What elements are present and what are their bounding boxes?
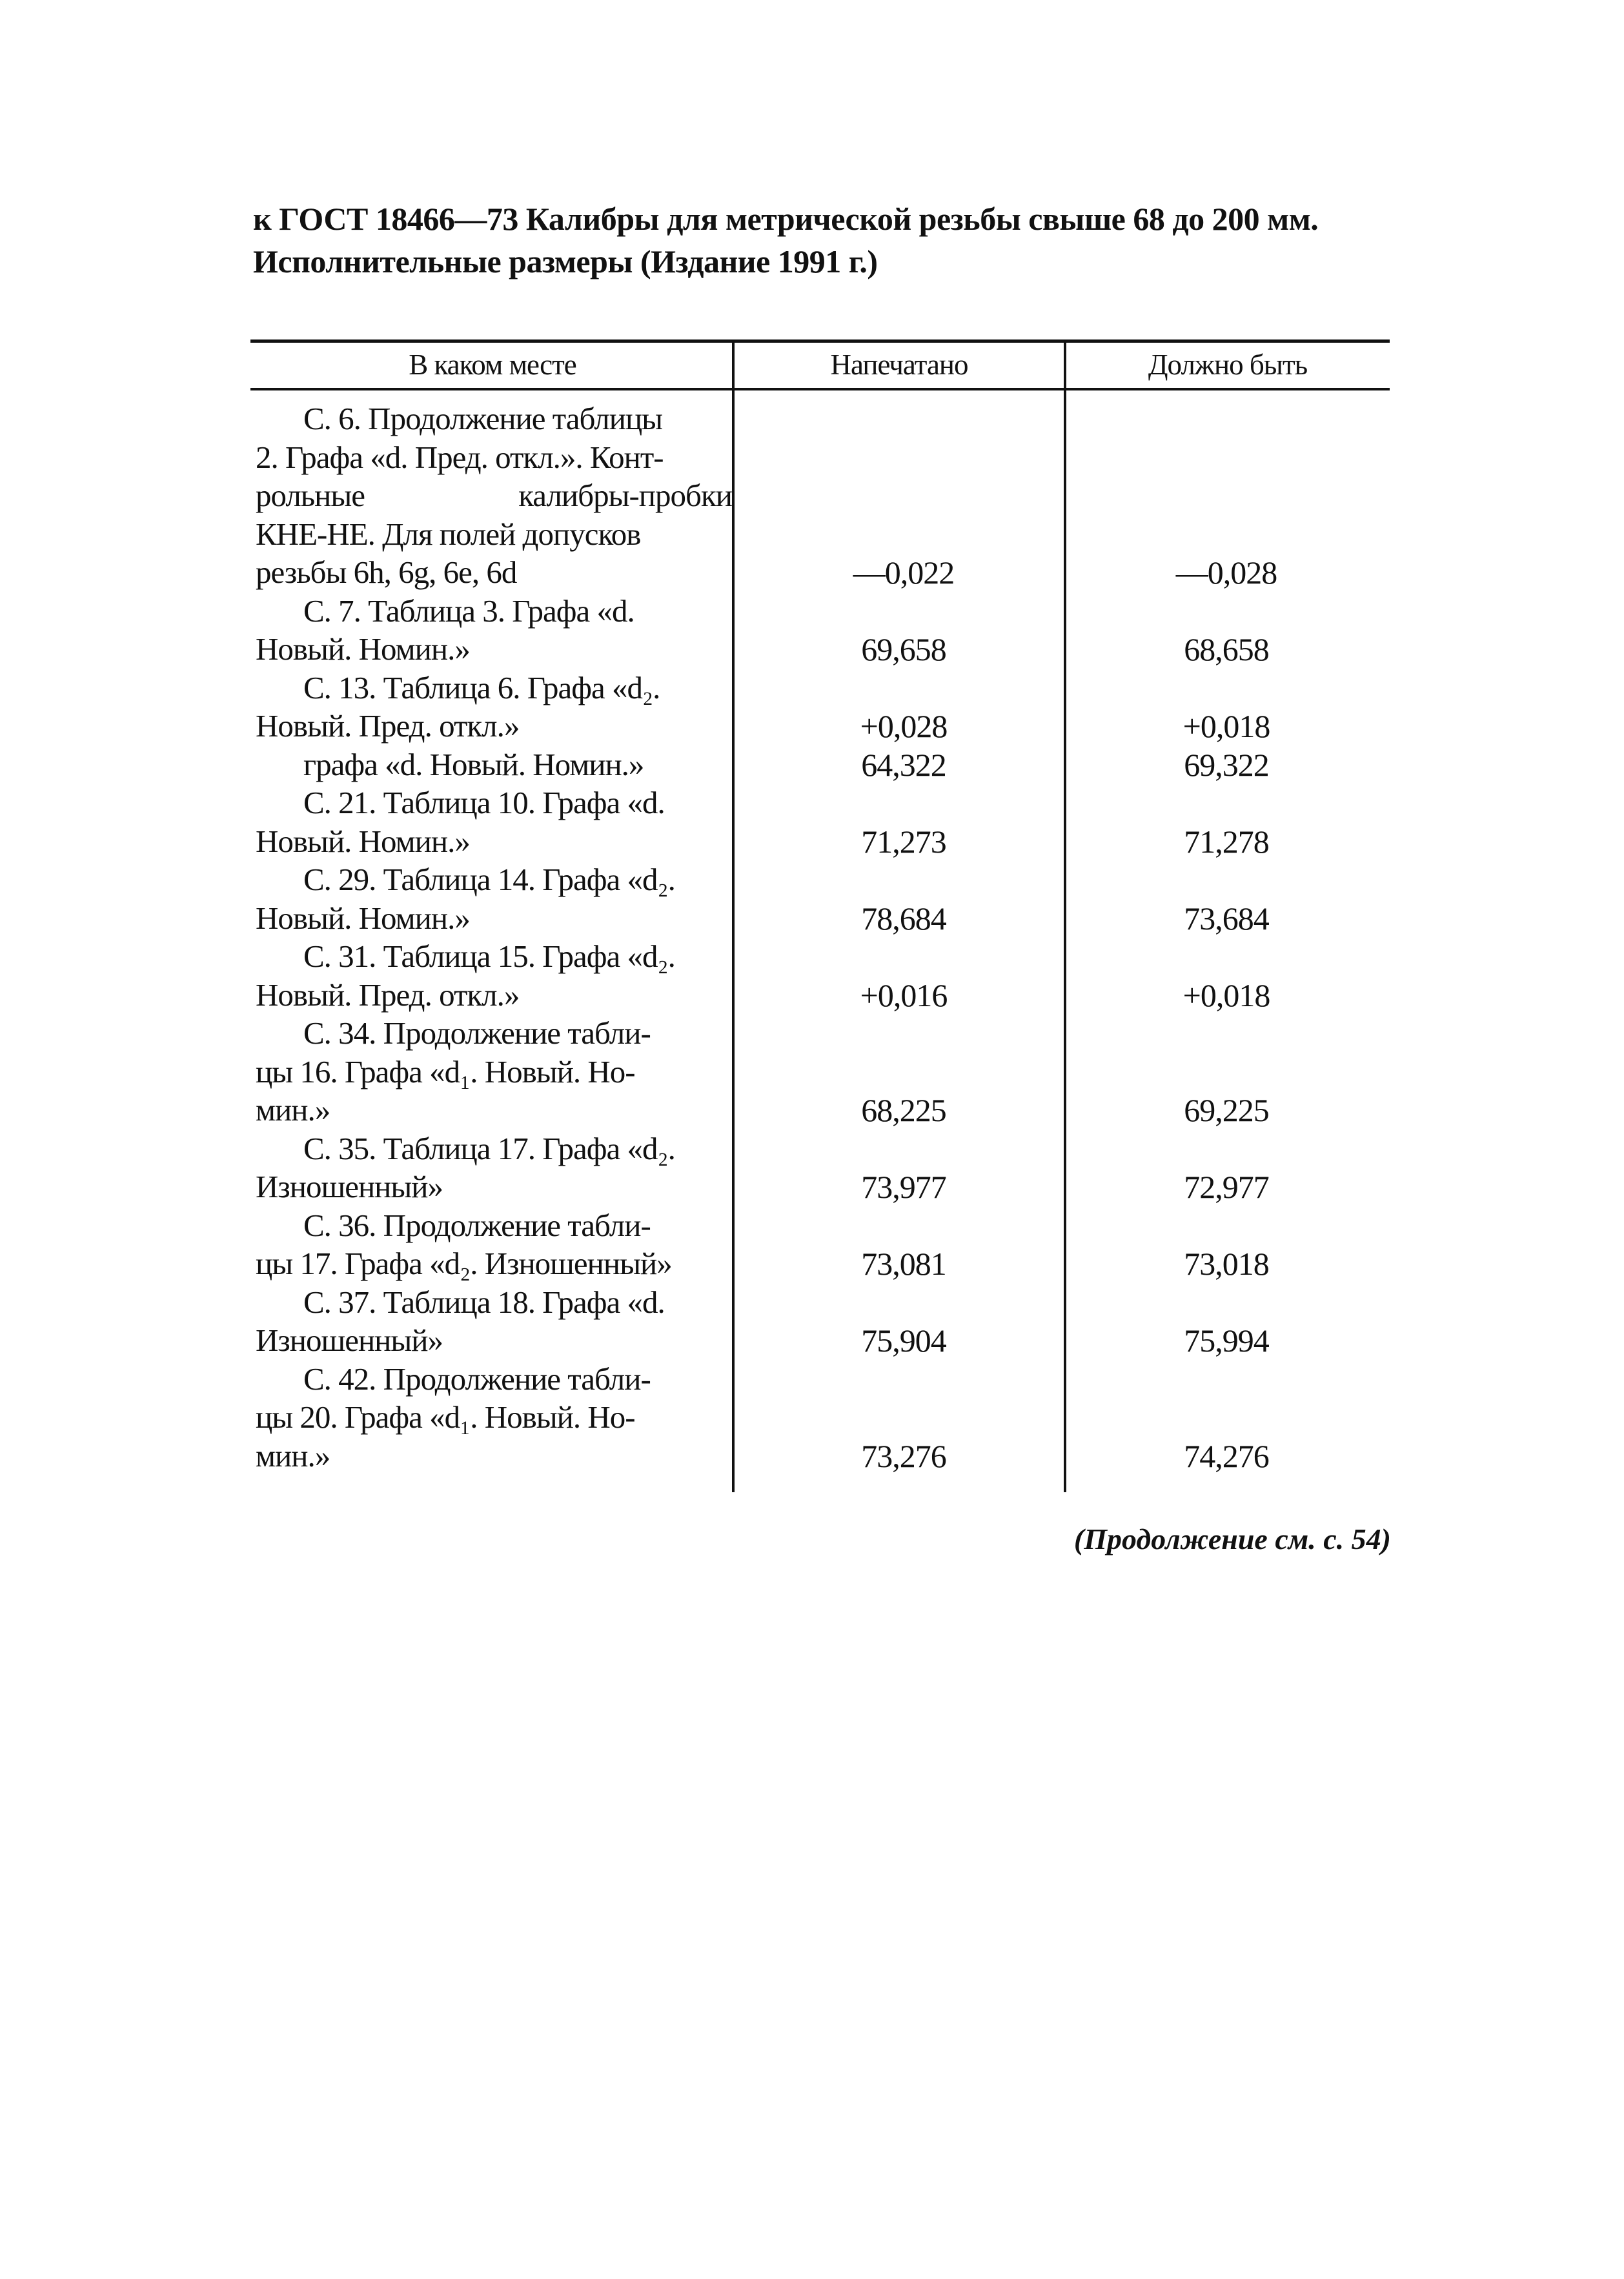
correct-value: 69,322 xyxy=(1184,747,1269,783)
desc-line-text: рольные xyxy=(256,478,365,513)
desc-line: С. 21. Таблица 10. Графа «d. xyxy=(303,785,665,820)
desc-line: С. 42. Продолжение табли- xyxy=(303,1361,651,1397)
printed-value: 73,081 xyxy=(861,1246,946,1282)
desc-line: С. 31. Таблица 15. Графа «d₂. xyxy=(303,938,675,974)
desc-line: КНЕ-НЕ. Для полей допусков xyxy=(256,516,641,552)
correct-value: +0,018 xyxy=(1182,977,1270,1013)
correct-value: —0,028 xyxy=(1175,554,1277,591)
printed-value: 73,977 xyxy=(861,1169,946,1205)
desc-line: Новый. Номин.» xyxy=(256,900,470,936)
correct-value: 75,994 xyxy=(1184,1322,1269,1359)
desc-line: Новый. Пред. откл.» xyxy=(256,977,520,1013)
continuation-note: (Продолжение см. с. 54) xyxy=(1073,1523,1391,1555)
correct-value: 71,278 xyxy=(1184,824,1269,860)
desc-line: цы 17. Графа «d₂. Изношенный» xyxy=(256,1246,672,1281)
desc-line: Новый. Номин.» xyxy=(256,631,470,667)
desc-line: Новый. Пред. откл.» xyxy=(256,708,520,744)
correct-value: 69,225 xyxy=(1184,1092,1269,1128)
desc-line: цы 16. Графа «d₁. Новый. Но- xyxy=(256,1054,635,1089)
printed-value: 78,684 xyxy=(861,900,946,937)
desc-line-text: калибры-пробки xyxy=(518,478,732,513)
desc-line: Изношенный» xyxy=(256,1322,443,1358)
desc-line: резьбы 6h, 6g, 6e, 6d xyxy=(256,554,517,590)
desc-line: цы 20. Графа «d₁. Новый. Но- xyxy=(256,1399,635,1435)
heading-line-1: к ГОСТ 18466—73 Калибры для метрической резьбы свыше 68 до 200 мм. xyxy=(253,201,1319,237)
correct-value: 73,684 xyxy=(1184,900,1269,937)
desc-line: С. 13. Таблица 6. Графа «d₂. xyxy=(303,670,660,705)
correct-value: 74,276 xyxy=(1184,1438,1269,1474)
printed-value: 68,225 xyxy=(861,1092,946,1128)
column-header-printed: Напечатано xyxy=(830,349,968,381)
printed-value: 75,904 xyxy=(861,1322,946,1359)
desc-line: мин.» xyxy=(256,1438,330,1474)
desc-line: мин.» xyxy=(256,1092,330,1128)
desc-line-text: 2. Графа «d. Пред. откл.». Конт- xyxy=(256,440,664,475)
desc-line xyxy=(256,438,732,477)
printed-value: 73,276 xyxy=(861,1438,946,1474)
desc-line: С. 35. Таблица 17. Графа «d₂. xyxy=(303,1131,675,1166)
desc-line: С. 36. Продолжение табли- xyxy=(303,1208,651,1243)
printed-value: 71,273 xyxy=(861,824,946,860)
desc-line: графа «d. Новый. Номин.» xyxy=(303,747,644,782)
desc-line: С. 37. Таблица 18. Графа «d. xyxy=(303,1284,665,1320)
desc-line: Новый. Номин.» xyxy=(256,824,470,859)
printed-value: —0,022 xyxy=(853,554,955,591)
desc-line xyxy=(256,476,732,515)
desc-line: С. 7. Таблица 3. Графа «d. xyxy=(303,593,634,629)
desc-line: Изношенный» xyxy=(256,1169,443,1204)
printed-value: +0,028 xyxy=(860,708,948,744)
desc-line: С. 6. Продолжение таблицы xyxy=(303,401,663,436)
correct-value: 73,018 xyxy=(1184,1246,1269,1282)
printed-value: 69,658 xyxy=(861,631,946,667)
column-header-correct: Должно быть xyxy=(1148,349,1308,381)
printed-value: 64,322 xyxy=(861,747,946,783)
correct-value: 68,658 xyxy=(1184,631,1269,667)
desc-line: С. 29. Таблица 14. Графа «d₂. xyxy=(303,862,675,897)
heading-line-2: Исполнительные размеры (Издание 1991 г.) xyxy=(253,243,878,279)
printed-value: +0,016 xyxy=(860,977,948,1013)
desc-line: С. 34. Продолжение табли- xyxy=(303,1015,651,1051)
correct-value: +0,018 xyxy=(1182,708,1270,744)
column-header-location: В каком месте xyxy=(409,349,576,381)
correct-value: 72,977 xyxy=(1184,1169,1269,1205)
